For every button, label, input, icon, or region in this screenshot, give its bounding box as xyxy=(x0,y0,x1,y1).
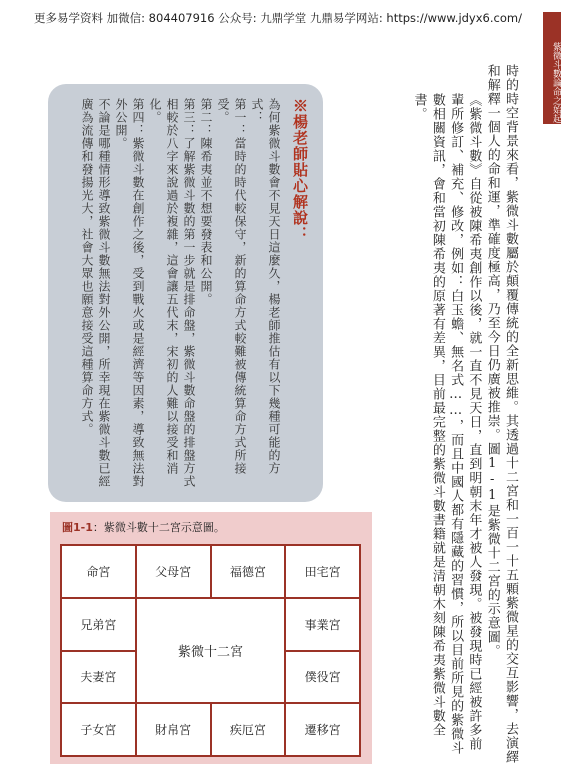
note-item-2: 第二：陳希夷並不想要發表和公開。 xyxy=(199,98,213,306)
note-closing: 不論是哪種情形導致紫微斗數無法對外公開，所幸現在紫微斗數已經廣為流傳和發揚光大，社會大眾也願意接受這種算命方式。 xyxy=(80,98,111,488)
note-title: ※楊老師貼心解說： xyxy=(291,98,309,242)
figure-twelve-palaces xyxy=(50,512,372,764)
note-intro: 為何紫微斗數會不見天日這麼久，楊老師推估有以下幾種可能的方式： xyxy=(250,98,281,475)
palace-cell: 事業宮 xyxy=(285,598,360,651)
chapter-side-tab: 紫微斗數論命之始起 xyxy=(543,12,561,124)
figure-caption xyxy=(62,519,225,535)
palace-grid xyxy=(60,544,361,757)
palace-cell: 兄弟宮 xyxy=(61,598,136,651)
page-header-watermark: 更多易学资料 加微信: 804407916 公众号: 九鼎学堂 九鼎易学网站: https://www.jdyx6.com/ xyxy=(34,11,522,25)
palace-cell: 福德宮 xyxy=(211,545,286,598)
teacher-note-box xyxy=(48,84,323,502)
palace-cell: 財帛宮 xyxy=(136,703,211,756)
note-body xyxy=(78,98,282,493)
palace-center-label: 紫微十二宮 xyxy=(136,598,286,704)
note-item-4: 第四：紫微斗數在創作之後，受到戰火或是經濟等因素，導致無法對外公開。 xyxy=(114,98,145,488)
body-paragraph-2: 《紫微斗數》自從被陳希夷創作以後，就一直不見天日，直到明朝末年才被人發現。被發現時已經被許多前輩所修訂、補充、修改，例如：白玉蟾、無名式……，而且中國人都有隱藏的習慣，所以目前所見的紫微斗數相關資訊，會和當初陳希夷的原著有差異，目前最完整的紫微斗數書籍就是清朝木刻陳希夷紫微斗數全書。 xyxy=(411,92,482,755)
palace-cell: 田宅宮 xyxy=(285,545,360,598)
note-item-1: 第一：當時的時代較保守，新的算命方式較難被傳統算命方式所接受。 xyxy=(216,98,247,475)
palace-cell: 夫妻宮 xyxy=(61,651,136,704)
figure-caption-text: ：紫微斗數十二宮示意圖。 xyxy=(92,521,225,534)
body-paragraph-1: 時的時空背景來看，紫微斗數屬於顛覆傳統的全新思維。其透過十二宮和一百一十五顆紫微星的交互影響，去演繹和解釋一個人的命和運，準確度極高，乃至今日仍廣被推崇。圖1-1是紫微十二宮的示意圖。 xyxy=(484,64,518,764)
palace-cell: 遷移宮 xyxy=(285,703,360,756)
palace-cell: 僕役宮 xyxy=(285,651,360,704)
palace-cell: 父母宮 xyxy=(136,545,211,598)
note-item-3: 第三：了解紫微斗數的第一步就是排命盤，紫微斗數命盤的排盤方式相較於八字來說過於複雜，這會讓五代末，宋初的人難以接受和消化。 xyxy=(148,98,196,488)
palace-cell: 疾厄宮 xyxy=(211,703,286,756)
palace-cell: 命宮 xyxy=(61,545,136,598)
figure-number: 圖1-1 xyxy=(62,521,93,534)
palace-cell: 子女宮 xyxy=(61,703,136,756)
